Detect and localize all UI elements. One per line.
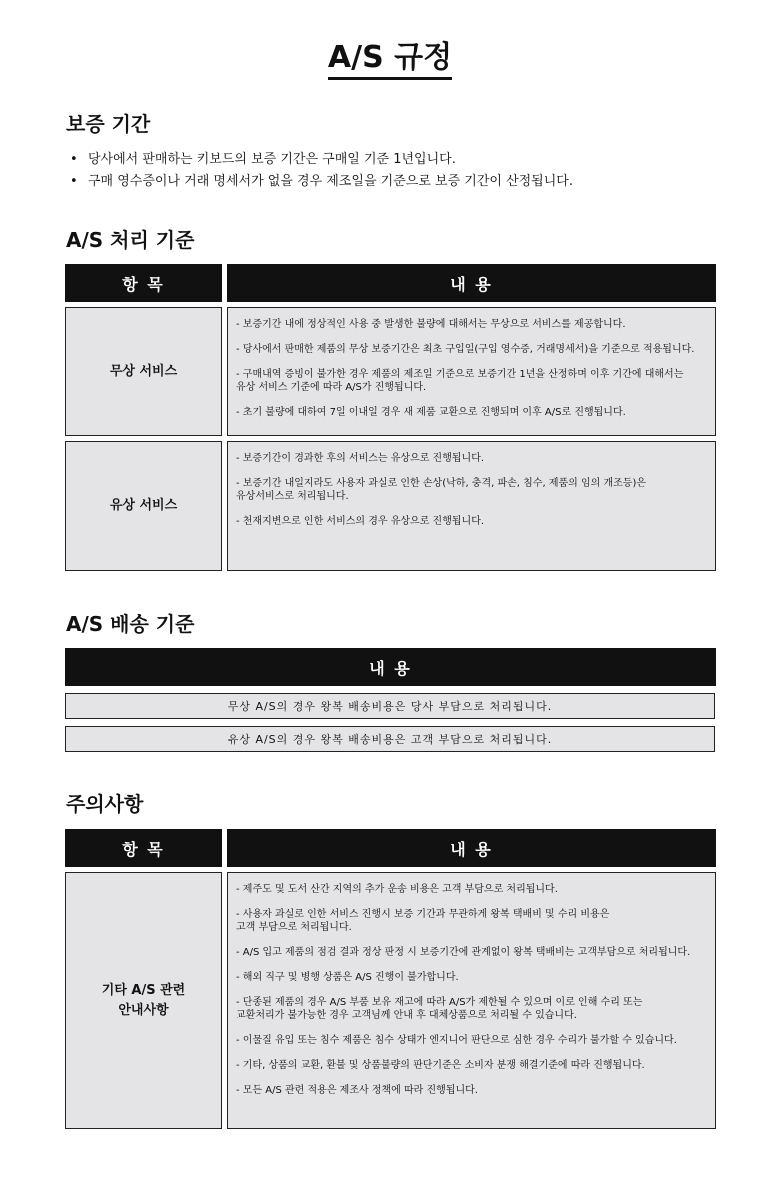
- list-item: - 보증기간 내에 정상적인 사용 중 발생한 불량에 대해서는 무상으로 서비스를 제공합니다.: [236, 319, 626, 330]
- page-title-text: A/S 규정: [328, 40, 452, 80]
- warranty-list: [70, 149, 573, 193]
- list-item: - 초기 불량에 대하여 7일 이내일 경우 새 제품 교환으로 진행되며 이후 A/S로 진행됩니다.: [236, 407, 626, 418]
- list-item: - 해외 직구 및 병행 상품은 A/S 진행이 불가합니다.: [236, 972, 459, 983]
- list-item: - 사용자 과실로 인한 서비스 진행시 보증 기간과 무관하게 왕복 택배비 및 수리 비용은 고객 부담으로 처리됩니다.: [236, 909, 610, 933]
- list-item: [70, 149, 573, 171]
- as-criteria-heading: A/S 처리 기준: [66, 228, 195, 252]
- as-criteria-col-content: 내 용: [227, 264, 716, 302]
- bullet-dot-icon: •: [70, 152, 78, 167]
- list-item: - 제주도 및 도서 산간 지역의 추가 운송 비용은 고객 부담으로 처리됩니다.: [236, 884, 558, 895]
- shipping-row-free: 무상 A/S의 경우 왕복 배송비용은 당사 부담으로 처리됩니다.: [65, 693, 715, 719]
- list-item: [70, 171, 573, 193]
- list-item: - 구매내역 증빙이 불가한 경우 제품의 제조일 기준으로 보증기간 1년을 산정하며 이후 기간에 대해서는 유상 서비스 기준에 따라 A/S가 진행됩니다.: [236, 369, 684, 393]
- list-item: - 보증기간 내일지라도 사용자 과실로 인한 손상(낙하, 충격, 파손, 침수, 제품의 임의 개조등)은 유상서비스로 처리됩니다.: [236, 478, 647, 502]
- notes-col-item: 항 목: [65, 829, 222, 867]
- list-item: - 단종된 제품의 경우 A/S 부품 보유 재고에 따라 A/S가 제한될 수 있으며 이로 인해 수리 또는 교환처리가 불가능한 경우 고객님께 안내 후 대체상품으로 처리될 수 있습니다.: [236, 997, 643, 1021]
- paid-service-label: 유상 서비스: [65, 441, 222, 571]
- list-item: - 기타, 상품의 교환, 환불 및 상품불량의 판단기준은 소비자 분쟁 해결기준에 따라 진행됩니다.: [236, 1060, 645, 1071]
- as-criteria-col-item: 항 목: [65, 264, 222, 302]
- page-title: [0, 32, 780, 76]
- list-item: - 이물질 유입 또는 침수 제품은 침수 상태가 엔지니어 판단으로 심한 경우 수리가 불가할 수 있습니다.: [236, 1035, 677, 1046]
- paid-service-content: [227, 441, 716, 571]
- shipping-heading: A/S 배송 기준: [66, 612, 195, 636]
- shipping-col-content: 내 용: [65, 648, 716, 686]
- list-item: - A/S 입고 제품의 점검 결과 정상 판정 시 보증기간에 관계없이 왕복 택배비는 고객부담으로 처리됩니다.: [236, 947, 691, 958]
- warranty-bullet-text: 당사에서 판매하는 키보드의 보증 기간은 구매일 기준 1년입니다.: [88, 152, 456, 167]
- free-service-content: [227, 307, 716, 436]
- bullet-dot-icon: •: [70, 174, 78, 189]
- notes-col-content: 내 용: [227, 829, 716, 867]
- warranty-bullet-text: 구매 영수증이나 거래 명세서가 없을 경우 제조일을 기준으로 보증 기간이 산정됩니다.: [88, 174, 573, 189]
- list-item: - 모든 A/S 관련 적용은 제조사 정책에 따라 진행됩니다.: [236, 1085, 478, 1096]
- notes-heading: 주의사항: [66, 792, 144, 816]
- list-item: - 천재지변으로 인한 서비스의 경우 유상으로 진행됩니다.: [236, 516, 485, 527]
- notes-content: [227, 872, 716, 1129]
- free-service-label: 무상 서비스: [65, 307, 222, 436]
- shipping-row-paid: 유상 A/S의 경우 왕복 배송비용은 고객 부담으로 처리됩니다.: [65, 726, 715, 752]
- warranty-heading: 보증 기간: [66, 112, 151, 136]
- notes-label: 기타 A/S 관련 안내사항: [65, 872, 222, 1129]
- list-item: - 보증기간이 경과한 후의 서비스는 유상으로 진행됩니다.: [236, 453, 485, 464]
- list-item: - 당사에서 판매한 제품의 무상 보증기간은 최초 구입일(구입 영수증, 거래명세서)을 기준으로 적용됩니다.: [236, 344, 695, 355]
